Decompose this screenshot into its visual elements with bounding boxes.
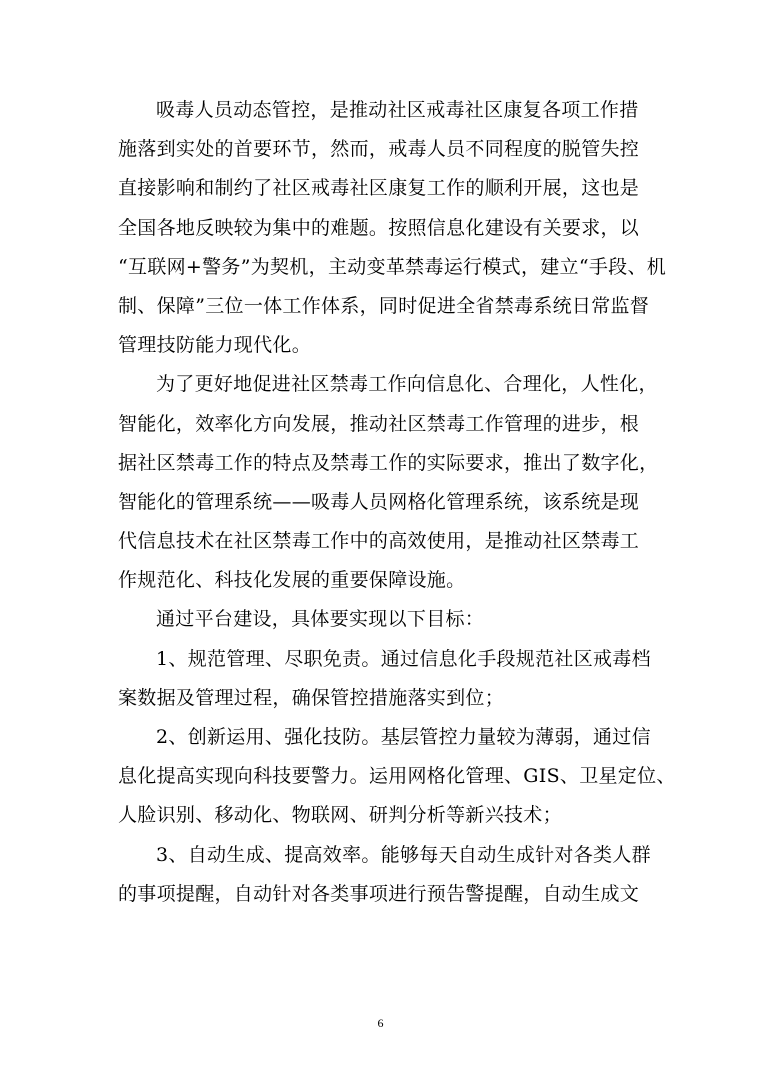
paragraph-3-line-1: 通过平台建设，具体要实现以下目标： bbox=[156, 608, 485, 631]
document-body bbox=[118, 91, 676, 914]
goal-2-line-2: 息化提高实现向科技要警力。运用网格化管理、GIS、卫星定位、 bbox=[118, 765, 676, 788]
paragraph-1-line-1: 吸毒人员动态管控，是推动社区戒毒社区康复各项工作措 bbox=[156, 99, 639, 121]
paragraph-1-line-5: “互联网+警务”为契机，主动变革禁毒运行模式，建立“手段、机 bbox=[118, 255, 667, 278]
goal-1-line-1: 1、规范管理、尽职免责。通过信息化手段规范社区戒毒档 bbox=[156, 647, 651, 670]
goal-3-line-2: 的事项提醒，自动针对各类事项进行预告警提醒，自动生成文 bbox=[118, 882, 640, 905]
paragraph-2-line-4: 智能化的管理系统——吸毒人员网格化管理系统，该系统是现 bbox=[118, 490, 640, 513]
paragraph-2-line-3: 据社区禁毒工作的特点及禁毒工作的实际要求，推出了数字化， bbox=[118, 451, 659, 474]
goal-2-line-1: 2、创新运用、强化技防。基层管控力量较为薄弱，通过信 bbox=[156, 726, 651, 748]
paragraph-1-line-3: 直接影响和制约了社区戒毒社区康复工作的顺利开展，这也是 bbox=[118, 177, 640, 200]
goal-3-line-1: 3、自动生成、提高效率。能够每天自动生成针对各类人群 bbox=[156, 843, 651, 866]
page-number: 6 bbox=[377, 1016, 384, 1030]
paragraph-1-line-7: 管理技防能力现代化。 bbox=[118, 334, 312, 357]
paragraph-2-line-1: 为了更好地促进社区禁毒工作向信息化、合理化，人性化， bbox=[156, 373, 658, 396]
paragraph-1-line-4: 全国各地反映较为集中的难题。按照信息化建设有关要求，以 bbox=[118, 216, 640, 239]
paragraph-1-line-2: 施落到实处的首要环节，然而，戒毒人员不同程度的脱管失控 bbox=[118, 138, 640, 161]
goal-1-line-2: 案数据及管理过程，确保管控措施落实到位； bbox=[118, 686, 505, 709]
paragraph-1-line-6: 制、保障”三位一体工作体系，同时促进全省禁毒系统日常监督 bbox=[118, 294, 650, 317]
paragraph-2-line-6: 作规范化、科技化发展的重要保障设施。 bbox=[118, 569, 466, 592]
paragraph-2-line-2: 智能化，效率化方向发展，推动社区禁毒工作管理的进步，根 bbox=[118, 412, 640, 435]
goal-2-line-3: 人脸识别、移动化、物联网、研判分析等新兴技术； bbox=[118, 804, 562, 827]
paragraph-2-line-5: 代信息技术在社区禁毒工作中的高效使用，是推动社区禁毒工 bbox=[118, 530, 640, 553]
